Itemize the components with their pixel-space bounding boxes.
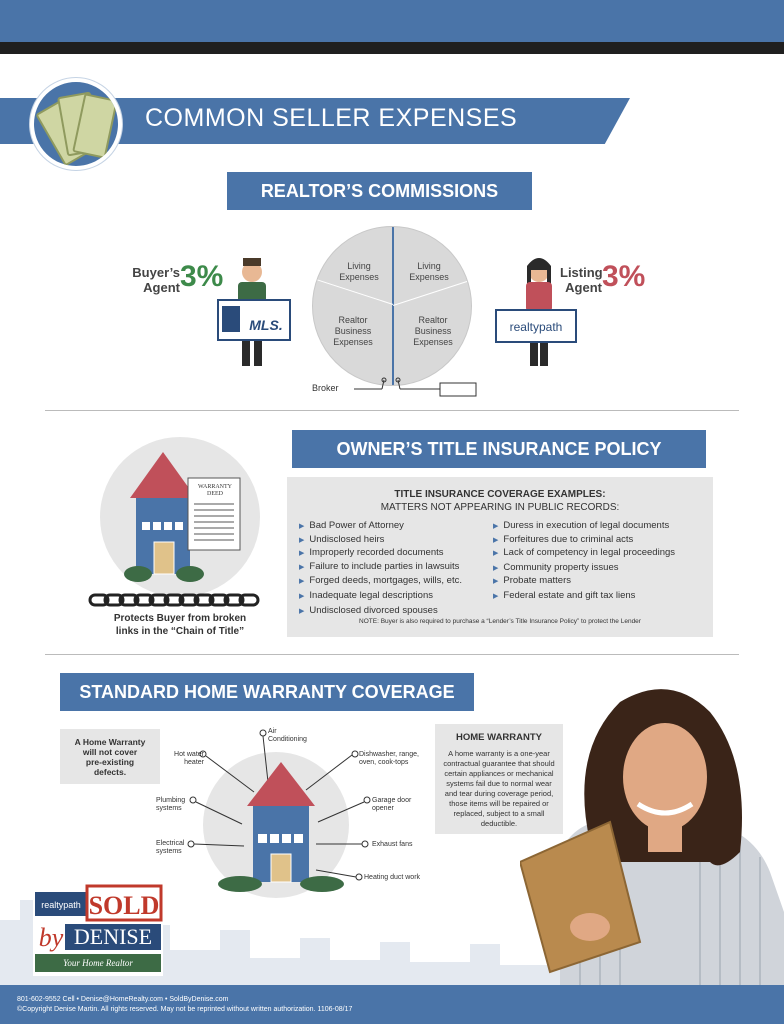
chain-of-title-caption: Protects Buyer from broken links in the “Chain of Title”: [113, 613, 247, 637]
coverage-item: ▶ Lack of competency in legal proceedings: [493, 547, 675, 558]
top-stripe: [0, 42, 784, 54]
label-garage-door-opener: Garage door opener: [372, 797, 412, 812]
label-dishwasher-range: Dishwasher, range, oven, cook-tops: [359, 751, 419, 766]
agent-photo: [520, 672, 784, 985]
logo-brand-text: realtypath: [41, 900, 81, 910]
coverage-subheading: MATTERS NOT APPEARING IN PUBLIC RECORDS:: [380, 502, 620, 513]
label-plumbing-systems: Plumbing systems: [156, 797, 186, 812]
commission-pie-chart: [312, 226, 472, 386]
house-with-deed-icon: [120, 448, 250, 588]
pie-label-living-left: Living Expenses: [339, 261, 379, 282]
home-warranty-box-body: A home warranty is a one-year contractual guarantee that should certain appliances or mechanical systems fail due to normal wear and tear during coverage period, those items will be repaired or replaced, subject to a small deductible.: [443, 749, 555, 828]
coverage-item: ▶ Forfeitures due to criminal acts: [493, 534, 633, 545]
coverage-examples-box: [287, 477, 713, 637]
chain-icon: [88, 592, 264, 608]
coverage-item: ▶ Federal estate and gift tax liens: [493, 590, 635, 601]
coverage-item: ▶ Duress in execution of legal documents: [493, 520, 669, 531]
coverage-heading: TITLE INSURANCE COVERAGE EXAMPLES:: [394, 489, 606, 500]
deed-label: WARRANTY DEED: [198, 484, 232, 497]
divider: [45, 410, 739, 411]
listing-agent-label: Listing Agent: [560, 265, 603, 295]
realtypath-sign-text: realtypath: [509, 320, 563, 334]
label-air-conditioning: Air Conditioning: [268, 728, 307, 743]
logo-denise-text: DENISE: [73, 924, 153, 949]
mls-sign-text: MLS.: [249, 317, 283, 333]
money-icon: [30, 78, 122, 170]
home-warranty-heading: STANDARD HOME WARRANTY COVERAGE: [60, 673, 474, 711]
buyer-agent-percent: 3%: [180, 260, 224, 293]
commissions-heading: REALTOR’S COMMISSIONS: [227, 172, 532, 210]
buyer-agent-figure: [210, 250, 295, 375]
coverage-item: ▶ Undisclosed divorced spouses: [299, 605, 438, 616]
listing-agent-percent: 3%: [602, 260, 646, 293]
broker-label: Broker: [312, 383, 339, 393]
title-insurance-heading: OWNER’S TITLE INSURANCE POLICY: [292, 430, 706, 468]
label-hot-water-heater: Hot water heater: [174, 751, 204, 766]
broker-connector: [340, 376, 490, 398]
top-bar: [0, 0, 784, 42]
coverage-item: ▶ Failure to include parties in lawsuits: [299, 561, 459, 572]
coverage-item: ▶ Community property issues: [493, 562, 619, 573]
pre-existing-defects-note: A Home Warranty will not cover pre-existing defects.: [60, 729, 160, 784]
pie-label-business-left: Realtor Business Expenses: [333, 315, 373, 347]
divider: [45, 654, 739, 655]
label-heating-duct-work: Heating duct work: [364, 874, 421, 881]
copyright-line: ©Copyright Denise Martin. All rights reserved. May not be reprinted without written authorization. 1106-08/17: [17, 1006, 353, 1013]
coverage-item: ▶ Inadequate legal descriptions: [299, 590, 433, 601]
logo-by-text: by: [38, 923, 64, 952]
label-electrical-systems: Electrical systems: [156, 840, 185, 855]
coverage-item: ▶ Probate matters: [493, 575, 571, 586]
footer-bar: [0, 985, 784, 1024]
logo-sold-text: SOLD: [88, 891, 160, 920]
home-warranty-box-title: HOME WARRANTY: [455, 732, 543, 743]
pie-label-business-right: Realtor Business Expenses: [413, 315, 453, 347]
coverage-item: ▶ Bad Power of Attorney: [299, 520, 404, 531]
lender-policy-note: NOTE: Buyer is also required to purchase a “Lender’s Title Insurance Policy” to protect the Lender: [359, 618, 641, 625]
coverage-item: ▶ Improperly recorded documents: [299, 547, 444, 558]
coverage-item: ▶ Forged deeds, mortgages, wills, etc.: [299, 575, 462, 586]
label-exhaust-fans: Exhaust fans: [372, 841, 413, 848]
sold-by-denise-logo: [33, 884, 163, 976]
coverage-item: ▶ Undisclosed heirs: [299, 534, 384, 545]
pie-label-living-right: Living Expenses: [409, 261, 449, 282]
buyer-agent-label: Buyer’s Agent: [132, 265, 180, 295]
contact-line: 801-602-9552 Cell • Denise@HomeRealty.com • SoldByDenise.com: [17, 996, 229, 1003]
logo-tagline-text: Your Home Realtor: [63, 958, 133, 968]
page-title: COMMON SELLER EXPENSES: [145, 104, 518, 132]
